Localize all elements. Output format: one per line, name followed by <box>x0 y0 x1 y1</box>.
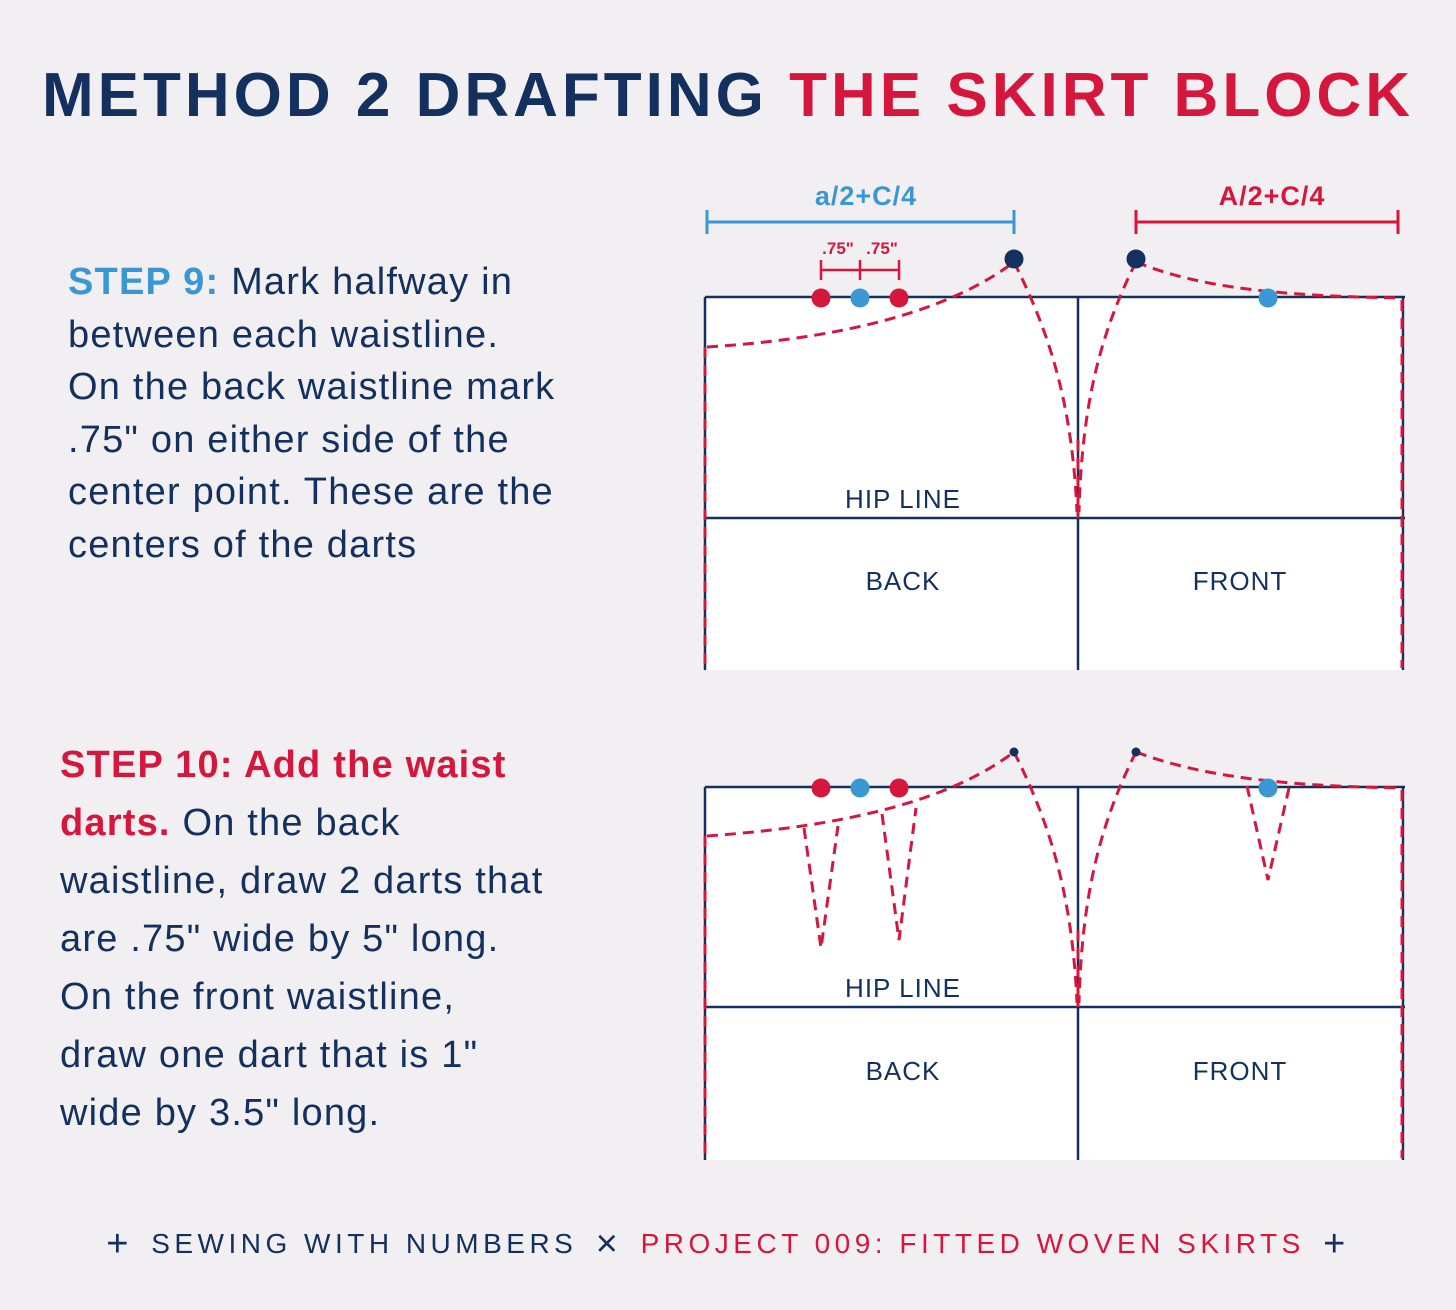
front-label-2: FRONT <box>1192 1056 1288 1086</box>
step-9-line-4: .75" on either side of the <box>68 418 510 461</box>
step-9-line-2: between each waistline. <box>68 313 500 356</box>
back-side-point-dot-2 <box>1010 748 1019 757</box>
front-measure-label: A/2+C/4 <box>1218 181 1326 211</box>
title-part-navy: METHOD 2 DRAFTING <box>42 61 768 130</box>
step-9-label: STEP 9: <box>68 261 220 303</box>
plus-icon-left: + <box>106 1223 133 1265</box>
title-part-red: THE SKIRT BLOCK <box>789 61 1414 130</box>
footer-brand: SEWING WITH NUMBERS <box>151 1228 578 1259</box>
pattern-paper-1 <box>705 297 1405 670</box>
diagram-step-9 <box>705 181 1405 670</box>
plus-icon-right: + <box>1323 1223 1350 1265</box>
footer-project: PROJECT 009: FITTED WOVEN SKIRTS <box>640 1228 1305 1259</box>
hip-line-label-1: HIP LINE <box>845 484 961 514</box>
front-side-point-dot <box>1127 250 1146 269</box>
step-10-line-3: waistline, draw 2 darts that <box>60 860 544 902</box>
front-label-1: FRONT <box>1192 566 1288 596</box>
step-10-line-2-rest: On the back <box>170 802 401 844</box>
front-waist-halfway-dot <box>1259 289 1278 308</box>
step-9-line-1: Mark halfway in <box>231 261 514 303</box>
front-side-point-dot-2 <box>1132 748 1141 757</box>
step-9-line-6: centers of the darts <box>68 523 418 566</box>
back-waist-halfway-dot <box>851 289 870 308</box>
dart-center-dot-right <box>890 289 909 308</box>
front-waist-halfway-dot-2 <box>1259 779 1278 798</box>
step-10-line-6: draw one dart that is 1" <box>60 1034 479 1076</box>
footer <box>0 1222 1456 1266</box>
step-10-line-4: are .75" wide by 5" long. <box>60 918 500 960</box>
dart-center-dot-left <box>812 289 831 308</box>
back-label-2: BACK <box>865 1056 941 1086</box>
step-9-line-3: On the back waistline mark <box>68 366 556 408</box>
dart-center-dot-left-2 <box>812 779 831 798</box>
back-side-point-dot <box>1005 250 1024 269</box>
pattern-paper-2 <box>705 787 1405 1160</box>
dart-center-dot-right-2 <box>890 779 909 798</box>
step-10-line-5: On the front waistline, <box>60 976 456 1018</box>
hip-line-label-2: HIP LINE <box>845 973 961 1003</box>
step-10-label-line-1: STEP 10: Add the waist <box>60 744 507 786</box>
step-10-line-7: wide by 3.5" long. <box>60 1092 381 1134</box>
dart-spacing-label-left: .75" <box>822 239 854 258</box>
dart-spacing-label-right: .75" <box>866 239 898 258</box>
step-9-line-5: center point. These are the <box>68 471 554 513</box>
back-waist-halfway-dot-2 <box>851 779 870 798</box>
times-icon: × <box>595 1223 623 1265</box>
step-10-label-line-2: darts. <box>60 802 171 844</box>
back-label-1: BACK <box>865 566 941 596</box>
diagram-step-10 <box>705 748 1405 1161</box>
back-measure-label: a/2+C/4 <box>814 181 918 211</box>
